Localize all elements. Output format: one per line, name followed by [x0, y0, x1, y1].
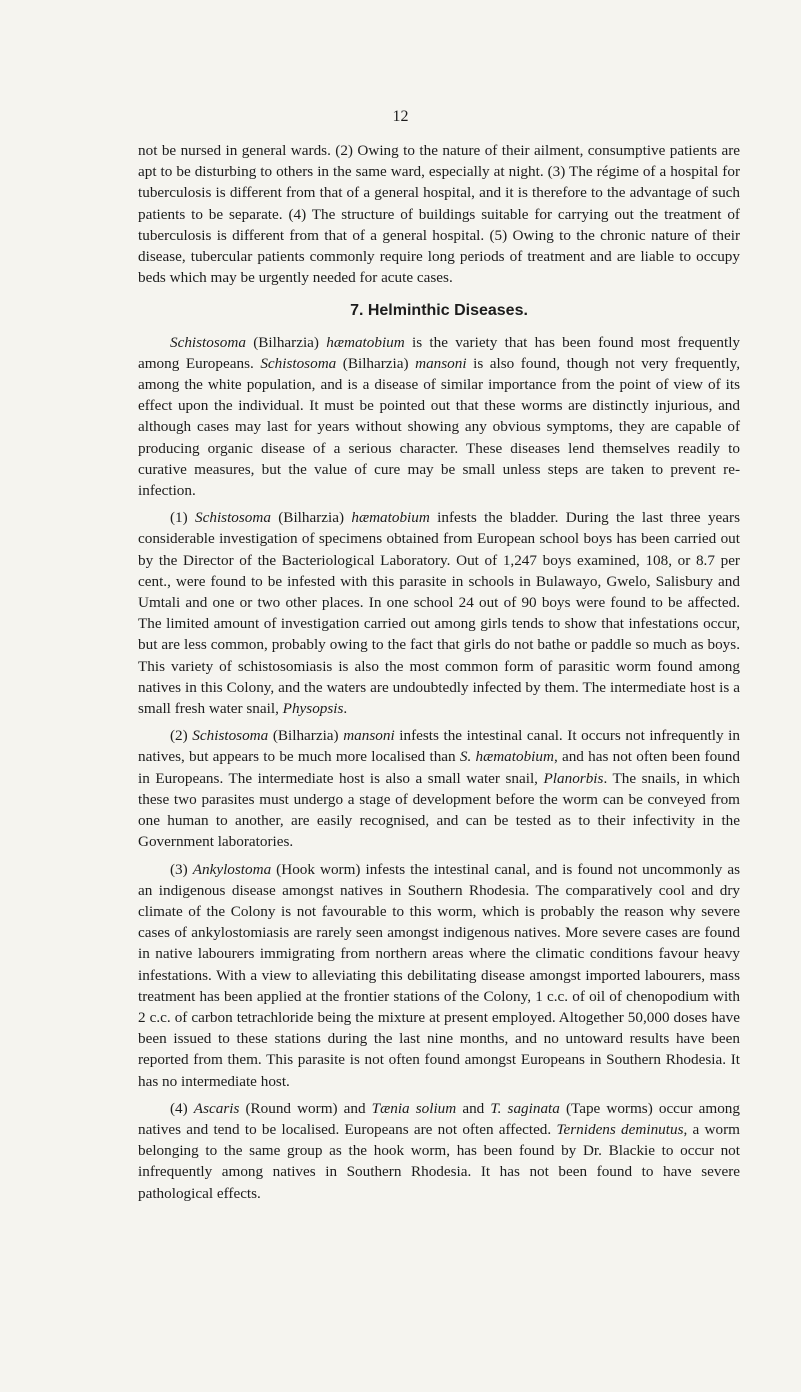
paragraph-ankylostoma: [138, 859, 740, 1092]
italic-term: Schistosoma: [260, 354, 337, 372]
text-run: is also found, though not very frequently, among the white population, and is a disease of similar importance from the point of view of its effect upon the individual. It must be pointed out that these worms are distinctly injurious, and although cases may last for years without showing any obvious symptoms, they are capable of producing organic disease of a serious character. These diseases lend themselves readily to curative measures, but the value of cure may be small unless steps are taken to prevent re-infection.: [138, 354, 740, 500]
italic-term: Schistosoma: [192, 727, 269, 745]
italic-term: Schistosoma: [195, 509, 271, 527]
italic-term: S. hæmatobium: [459, 748, 554, 766]
text-run: .: [343, 700, 348, 718]
italic-term: hæmatobium: [351, 509, 430, 527]
italic-term: mansoni: [415, 354, 467, 372]
italic-term: T. saginata: [490, 1099, 560, 1117]
paragraph-haematobium: [138, 507, 740, 719]
text-run: (2): [170, 727, 193, 745]
text-run: is the variety that has been found most frequently among Europeans.: [138, 333, 741, 372]
italic-term: Ascaris: [193, 1099, 240, 1117]
text-run: (Hook worm) infests the intestinal canal, and is found not uncommonly as an indigenous disease amongst natives in Southern Rhodesia. The comparatively cool and dry climate of the Colony is not favourable to this worm, which is probably the reason why severe cases of ankylostomiasis are rarely seen amongst indigenous natives. More severe cases are found in native labourers immigrating from northern areas where the climatic conditions favour heavy infestations. With a view to alleviating this debilitating disease amongst imported labourers, mass treatment has been applied at the frontier stations of the Colony, 1 c.c. of oil of chenopodium with 2 c.c. of carbon tetrachloride being the mixture at present employed. Altogether 50,000 doses have been issued to these stations during the last nine months, and no untoward results have been reported from them. This parasite is not often found amongst Europeans in Southern Rhodesia. It has no intermediate host.: [138, 860, 740, 1090]
italic-term: Tænia solium: [371, 1099, 457, 1117]
italic-term: Planorbis: [543, 769, 604, 787]
paragraph-ascaris: [138, 1098, 740, 1204]
text-run: (Bilharzia): [268, 727, 344, 745]
text-run: (Bilharzia): [270, 509, 352, 527]
section-heading: 7. Helminthic Diseases.: [350, 302, 528, 320]
italic-term: Schistosoma: [170, 333, 246, 351]
text-run: and: [456, 1099, 491, 1117]
text-run: infests the intestinal canal. It occurs not infrequently in natives, but appears to be much more localised than: [138, 727, 740, 766]
paragraph-continuation: not be nursed in general wards. (2) Owing to the nature of their ailment, consumptive patients are apt to be disturbing to others in the same ward, especially at night. (3) The régime of a hospital for tuberculosis is different from that of a general hospital, and it is therefore to the advantage of such patients to be separate. (4) The structure of buildings suitable for carrying out the treatment of tuberculosis is different from that of a general hospital. (5) Owing to the chronic nature of their disease, tubercular patients commonly require long periods of treatment and are liable to occupy beds which may be urgently needed for acute cases.: [138, 142, 740, 287]
italic-term: hæmatobium: [326, 333, 405, 351]
paragraph-schistosoma-intro: [138, 332, 740, 502]
text-run: (Tape worms) occur among natives and tend to be localised. Europeans are not often affected.: [138, 1099, 740, 1138]
text-run: , and has not often been found in Europeans. The intermediate host is also a small water snail,: [138, 748, 740, 787]
text-run: (Bilharzia): [336, 354, 416, 372]
text-run: , a worm belonging to the same group as the hook worm, has been found by Dr. Blackie to occur not infrequently among natives in Southern Rhodesia. It has not been found to have severe pathological effects.: [138, 1120, 740, 1202]
page-content: [138, 140, 740, 1204]
text-run: (Round worm) and: [239, 1099, 372, 1117]
text-run: (3): [170, 860, 193, 878]
page-number: 12: [392, 108, 409, 125]
text-run: infests the bladder. During the last three years considerable investigation of specimens obtained from European school boys has been carried out by the Director of the Bacteriological Laboratory. Out of 1,247 boys examined, 108, or 8.7 per cent., were found to be infested with this parasite in schools in Bulawayo, Gwelo, Salisbury and Umtali and one or two other places. In one school 24 out of 90 boys were found to be affected. The limited amount of investigation carried out among girls tends to show that infestations occur, but are less common, probably owing to the fact that girls do not bathe or paddle so much as boys. This variety of schistosomiasis is also the most common form of parasitic worm found among natives in this Colony, and the waters are undoubtedly infected by them. The intermediate host is a small fresh water snail,: [138, 509, 740, 718]
italic-term: Ankylostoma: [192, 860, 272, 878]
text-run: (1): [170, 509, 196, 527]
italic-term: Ternidens deminutus: [556, 1120, 684, 1138]
text-run: . The snails, in which these two parasites must undergo a stage of development before the worm can be conveyed from one human to another, are easily recognised, and can be tested as to their infectivity in the Government laboratories.: [138, 769, 740, 851]
italic-term: Physopsis: [282, 700, 344, 718]
text-run: (4): [170, 1099, 194, 1117]
paragraph-mansoni: [138, 725, 740, 852]
italic-term: mansoni: [343, 727, 395, 745]
text-run: (Bilharzia): [245, 333, 327, 351]
